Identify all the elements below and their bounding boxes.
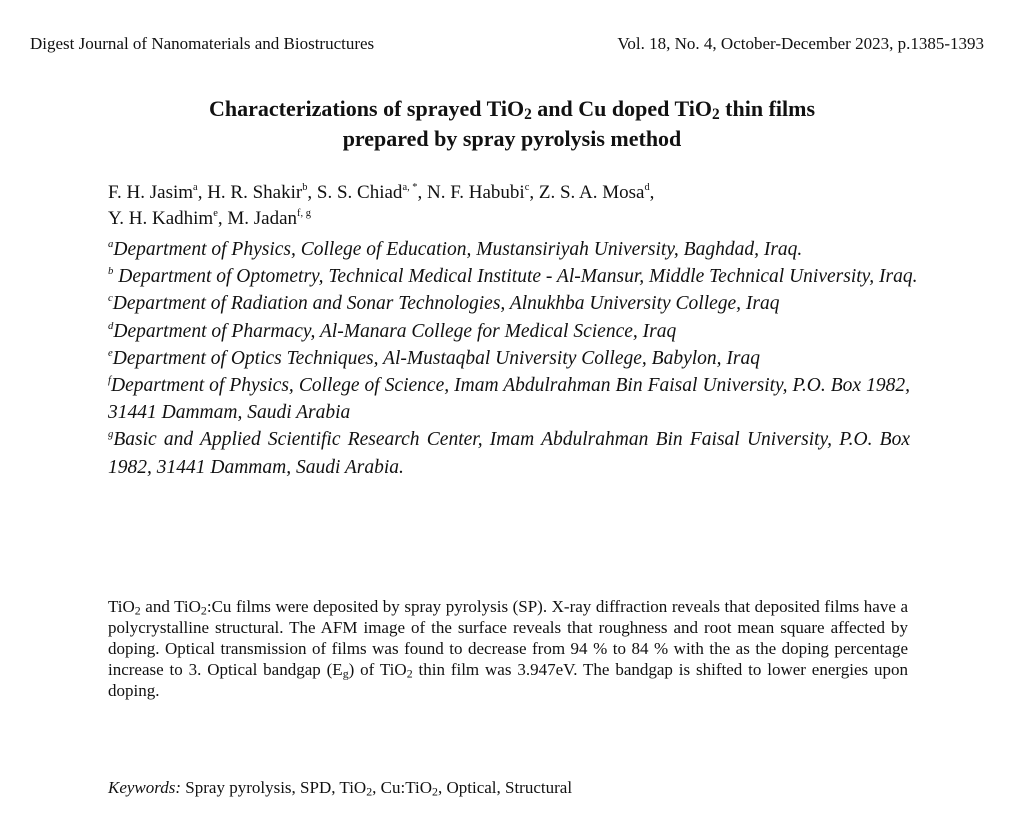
affiliation-text: Department of Radiation and Sonar Technologies, Alnukhba University College, Iraq: [112, 293, 780, 315]
author-affiliation-mark: a: [193, 182, 198, 194]
author-list: [108, 180, 988, 232]
author: [427, 182, 539, 203]
title-text: Characterizations of sprayed TiO: [208, 96, 525, 121]
abstract-text: :Cu films were deposited by spray pyrolysis (SP). X-ray diffraction reveals that deposited films have a polycrystalline structural. The AFM image of the surface reveals that roughness and root mean square affected by doping. Optical transmission of films was found to decrease from 94 % to 84 % with the as the doping percentage increase to 3. Optical bandgap (E: [108, 597, 909, 679]
author-name: N. F. Habubi: [427, 182, 525, 203]
journal-name: Digest Journal of Nanomaterials and Biostructures: [30, 34, 375, 53]
affiliation-item: [108, 263, 980, 290]
author-affiliation-mark: b: [302, 182, 308, 194]
affiliation-item: [108, 290, 908, 317]
author-name: Z. S. A. Mosa: [538, 182, 645, 203]
running-header: [30, 34, 984, 54]
title-subscript: 2: [524, 106, 532, 124]
keywords-subscript: 2: [432, 784, 438, 799]
author-affiliation-mark: d: [644, 182, 650, 194]
affiliation-text: Department of Pharmacy, Al-Manara College for Medical Science, Iraq: [113, 320, 677, 342]
affiliation-mark: e: [108, 346, 113, 359]
affiliation-mark: g: [108, 428, 114, 441]
abstract-subscript: g: [342, 666, 349, 681]
author-separator: ,: [197, 182, 208, 203]
paper-title: [0, 94, 1024, 154]
affiliation-text: Department of Optics Techniques, Al-Mustaqbal University College, Babylon, Iraq: [112, 347, 760, 369]
title-line-1: [0, 94, 1024, 124]
author-name: H. R. Shakir: [207, 182, 303, 203]
affiliation-mark: f: [108, 373, 111, 386]
title-line-2: prepared by spray pyrolysis method: [342, 126, 682, 151]
author-separator: ,: [217, 208, 228, 229]
author-affiliation-mark: c: [524, 182, 530, 194]
keywords-subscript: 2: [366, 784, 373, 799]
abstract-text: ) of TiO: [348, 660, 407, 679]
affiliation-item: [108, 345, 910, 372]
keywords-label: Keywords:: [108, 778, 182, 797]
author-name: Y. H. Kadhim: [108, 208, 214, 229]
affiliation-mark: d: [108, 319, 114, 332]
author-separator: ,: [529, 182, 539, 203]
abstract: [108, 596, 908, 701]
author-name: M. Jadan: [227, 208, 298, 229]
author-separator: ,: [649, 182, 655, 203]
abstract-subscript: 2: [134, 603, 141, 618]
abstract-text: and TiO: [140, 597, 201, 616]
author: [108, 208, 227, 229]
author-separator: ,: [307, 182, 317, 203]
author-affiliation-mark: a, *: [402, 182, 418, 194]
affiliation-item: [108, 236, 980, 263]
author-name: S. S. Chiad: [316, 182, 403, 203]
affiliation-item: [108, 426, 910, 480]
author: [317, 182, 427, 203]
abstract-text: thin film was 3.947eV. The bandgap is shifted to lower energies upon doping.: [108, 660, 908, 700]
author-separator: ,: [417, 182, 428, 203]
author-name: F. H. Jasim: [108, 182, 194, 203]
affiliation-list: [108, 236, 980, 481]
title-text: and Cu doped TiO: [531, 96, 712, 121]
affiliation-mark: a: [108, 237, 114, 250]
affiliation-text: Department of Optometry, Technical Medical Institute - Al-Mansur, Middle Technical University, Iraq.: [113, 266, 918, 288]
author: [207, 182, 317, 203]
author: [539, 182, 655, 203]
keywords: [108, 777, 572, 798]
keywords-text: , Cu:TiO: [372, 778, 433, 797]
author: [227, 208, 311, 229]
abstract-text: TiO: [108, 597, 135, 616]
title-text: thin films: [719, 96, 816, 121]
affiliation-text: Basic and Applied Scientific Research Center, Imam Abdulrahman Bin Faisal University, P.O. Box 1982, 31441 Dammam, Saudi Arabia.: [108, 429, 910, 478]
author-affiliation-mark: e: [213, 208, 218, 220]
author: [108, 182, 207, 203]
keywords-text: , Optical, Structural: [437, 778, 573, 797]
volume-info: Vol. 18, No. 4, October-December 2023, p.1385-1393: [617, 34, 984, 53]
affiliation-mark: c: [108, 292, 113, 305]
affiliation-item: [108, 318, 980, 345]
abstract-subscript: 2: [200, 603, 207, 618]
title-subscript: 2: [711, 106, 720, 124]
affiliation-text: Department of Physics, College of Education, Mustansiriyah University, Baghdad, Iraq.: [113, 239, 803, 260]
keywords-text: Spray pyrolysis, SPD, TiO: [181, 778, 367, 797]
affiliation-mark: b: [108, 265, 114, 278]
author-affiliation-mark: f, g: [297, 208, 311, 220]
abstract-subscript: 2: [406, 666, 413, 681]
affiliation-item: [108, 372, 910, 426]
affiliation-text: Department of Physics, College of Science, Imam Abdulrahman Bin Faisal University, P.O. Box 1982, 31441 Dammam, Saudi Arabia: [108, 375, 910, 424]
